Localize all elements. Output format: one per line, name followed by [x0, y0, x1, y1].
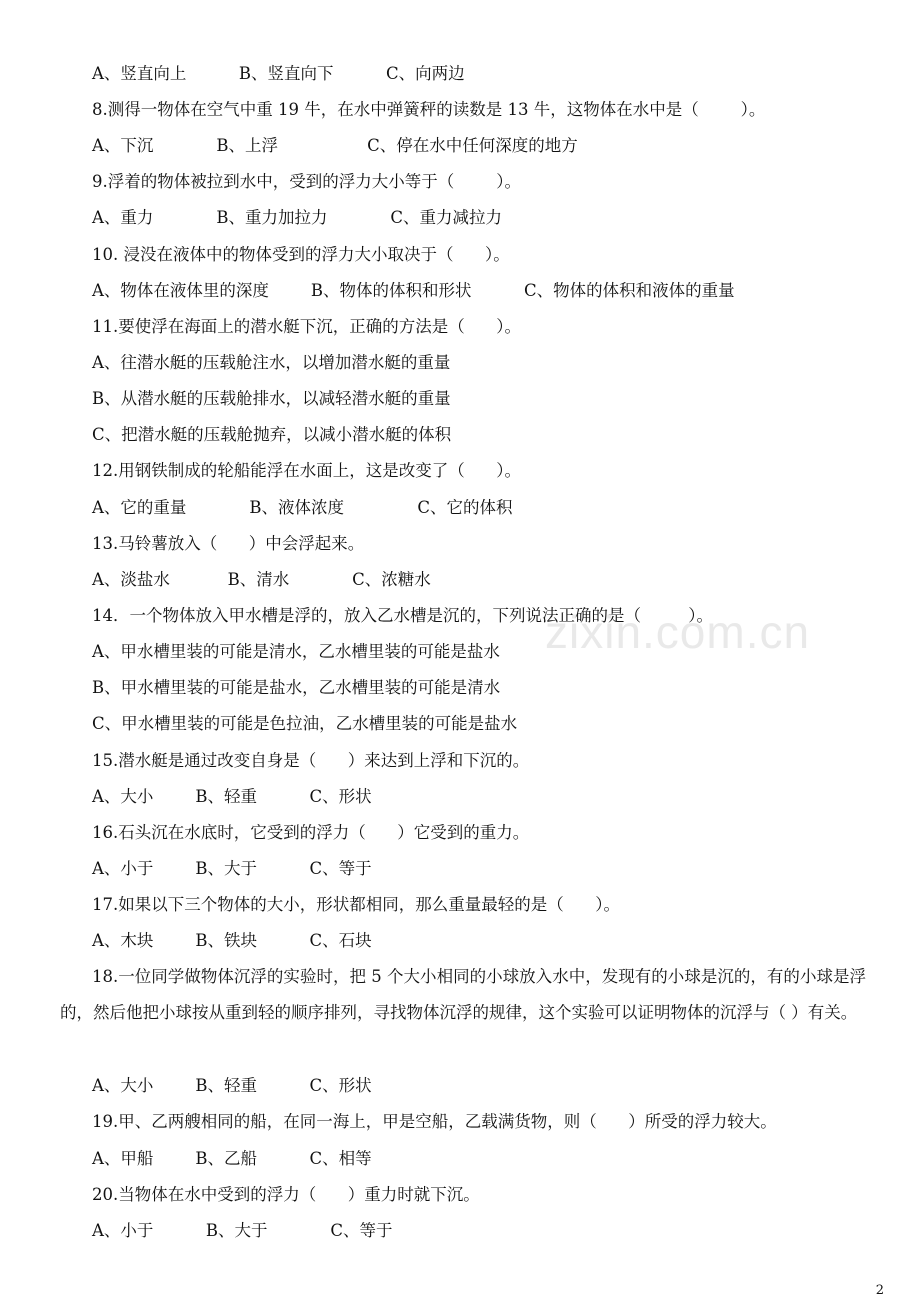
question-line: 9.浮着的物体被拉到水中，受到的浮力大小等于（ ）。 — [92, 172, 521, 191]
question-line: 14．一个物体放入甲水槽是浮的，放入乙水槽是沉的，下列说法正确的是（ ）。 — [92, 606, 713, 625]
text-line: A、小于 B、大于 C、等于 — [92, 859, 372, 878]
question-line: 15.潜水艇是通过改变自身是（ ）来达到上浮和下沉的。 — [92, 751, 530, 770]
question-line: 11.要使浮在海面上的潜水艇下沉，正确的方法是（ ）。 — [92, 317, 521, 336]
text-line: A、物体在液体里的深度 B、物体的体积和形状 C、物体的体积和液体的重量 — [92, 281, 735, 300]
text-line: C、把潜水艇的压载舱抛弃，以减小潜水艇的体积 — [92, 425, 452, 444]
text-line: A、甲船 B、乙船 C、相等 — [92, 1149, 372, 1168]
text-line: A、重力 B、重力加拉力 C、重力减拉力 — [92, 208, 503, 227]
text-line: A、大小 B、轻重 C、形状 — [92, 1076, 372, 1095]
question-line: 8.测得一物体在空气中重 19 牛，在水中弹簧秤的读数是 13 牛，这物体在水中是（ ）。 — [92, 100, 766, 119]
text-line: A、它的重量 B、液体浓度 C、它的体积 — [92, 498, 513, 517]
question-line: 10. 浸没在液体中的物体受到的浮力大小取决于（ ）。 — [92, 245, 510, 264]
text-line: A、下沉 B、上浮 C、停在水中任何深度的地方 — [92, 136, 578, 155]
question-line: 13.马铃薯放入（ ）中会浮起来。 — [92, 534, 365, 553]
text-line: B、甲水槽里装的可能是盐水，乙水槽里装的可能是清水 — [92, 678, 501, 697]
text-line: A、甲水槽里装的可能是清水，乙水槽里装的可能是盐水 — [92, 642, 500, 661]
question-line: 12.用钢铁制成的轮船能浮在水面上，这是改变了（ ）。 — [92, 461, 521, 480]
text-line: A、木块 B、铁块 C、石块 — [92, 931, 372, 950]
text-line: A、淡盐水 B、清水 C、浓糖水 — [92, 570, 431, 589]
text-line: A、往潜水艇的压载舱注水，以增加潜水艇的重量 — [92, 353, 451, 372]
question-line: 19.甲、乙两艘相同的船，在同一海上，甲是空船，乙载满货物，则（ ）所受的浮力较大。 — [92, 1112, 777, 1131]
watermark: zixin.com.cn — [545, 606, 811, 658]
question-line: 17.如果以下三个物体的大小，形状都相同，那么重量最轻的是（ ）。 — [92, 895, 620, 914]
text-line: A、小于 B、大于 C、等于 — [92, 1221, 393, 1240]
question-line: 20.当物体在水中受到的浮力（ ）重力时就下沉。 — [92, 1185, 480, 1204]
question-line: 16.石头沉在水底时，它受到的浮力（ ）它受到的重力。 — [92, 823, 530, 842]
text-line: C、甲水槽里装的可能是色拉油，乙水槽里装的可能是盐水 — [92, 714, 518, 733]
question-18-paragraph: 18.一位同学做物体沉浮的实验时，把 5 个大小相同的小球放入水中，发现有的小球是沉的，有的小球是浮的，然后他把小球按从重到轻的顺序排列，寻找物体沉浮的规律，这个实验可以证明物体的沉浮与（ ）有关。 — [60, 967, 866, 1023]
text-line: B、从潜水艇的压载舱排水，以减轻潜水艇的重量 — [92, 389, 451, 408]
text-line: A、竖直向上 B、竖直向下 C、向两边 — [92, 64, 465, 83]
text-line: A、大小 B、轻重 C、形状 — [92, 787, 372, 806]
page-number: 2 — [875, 1283, 884, 1298]
